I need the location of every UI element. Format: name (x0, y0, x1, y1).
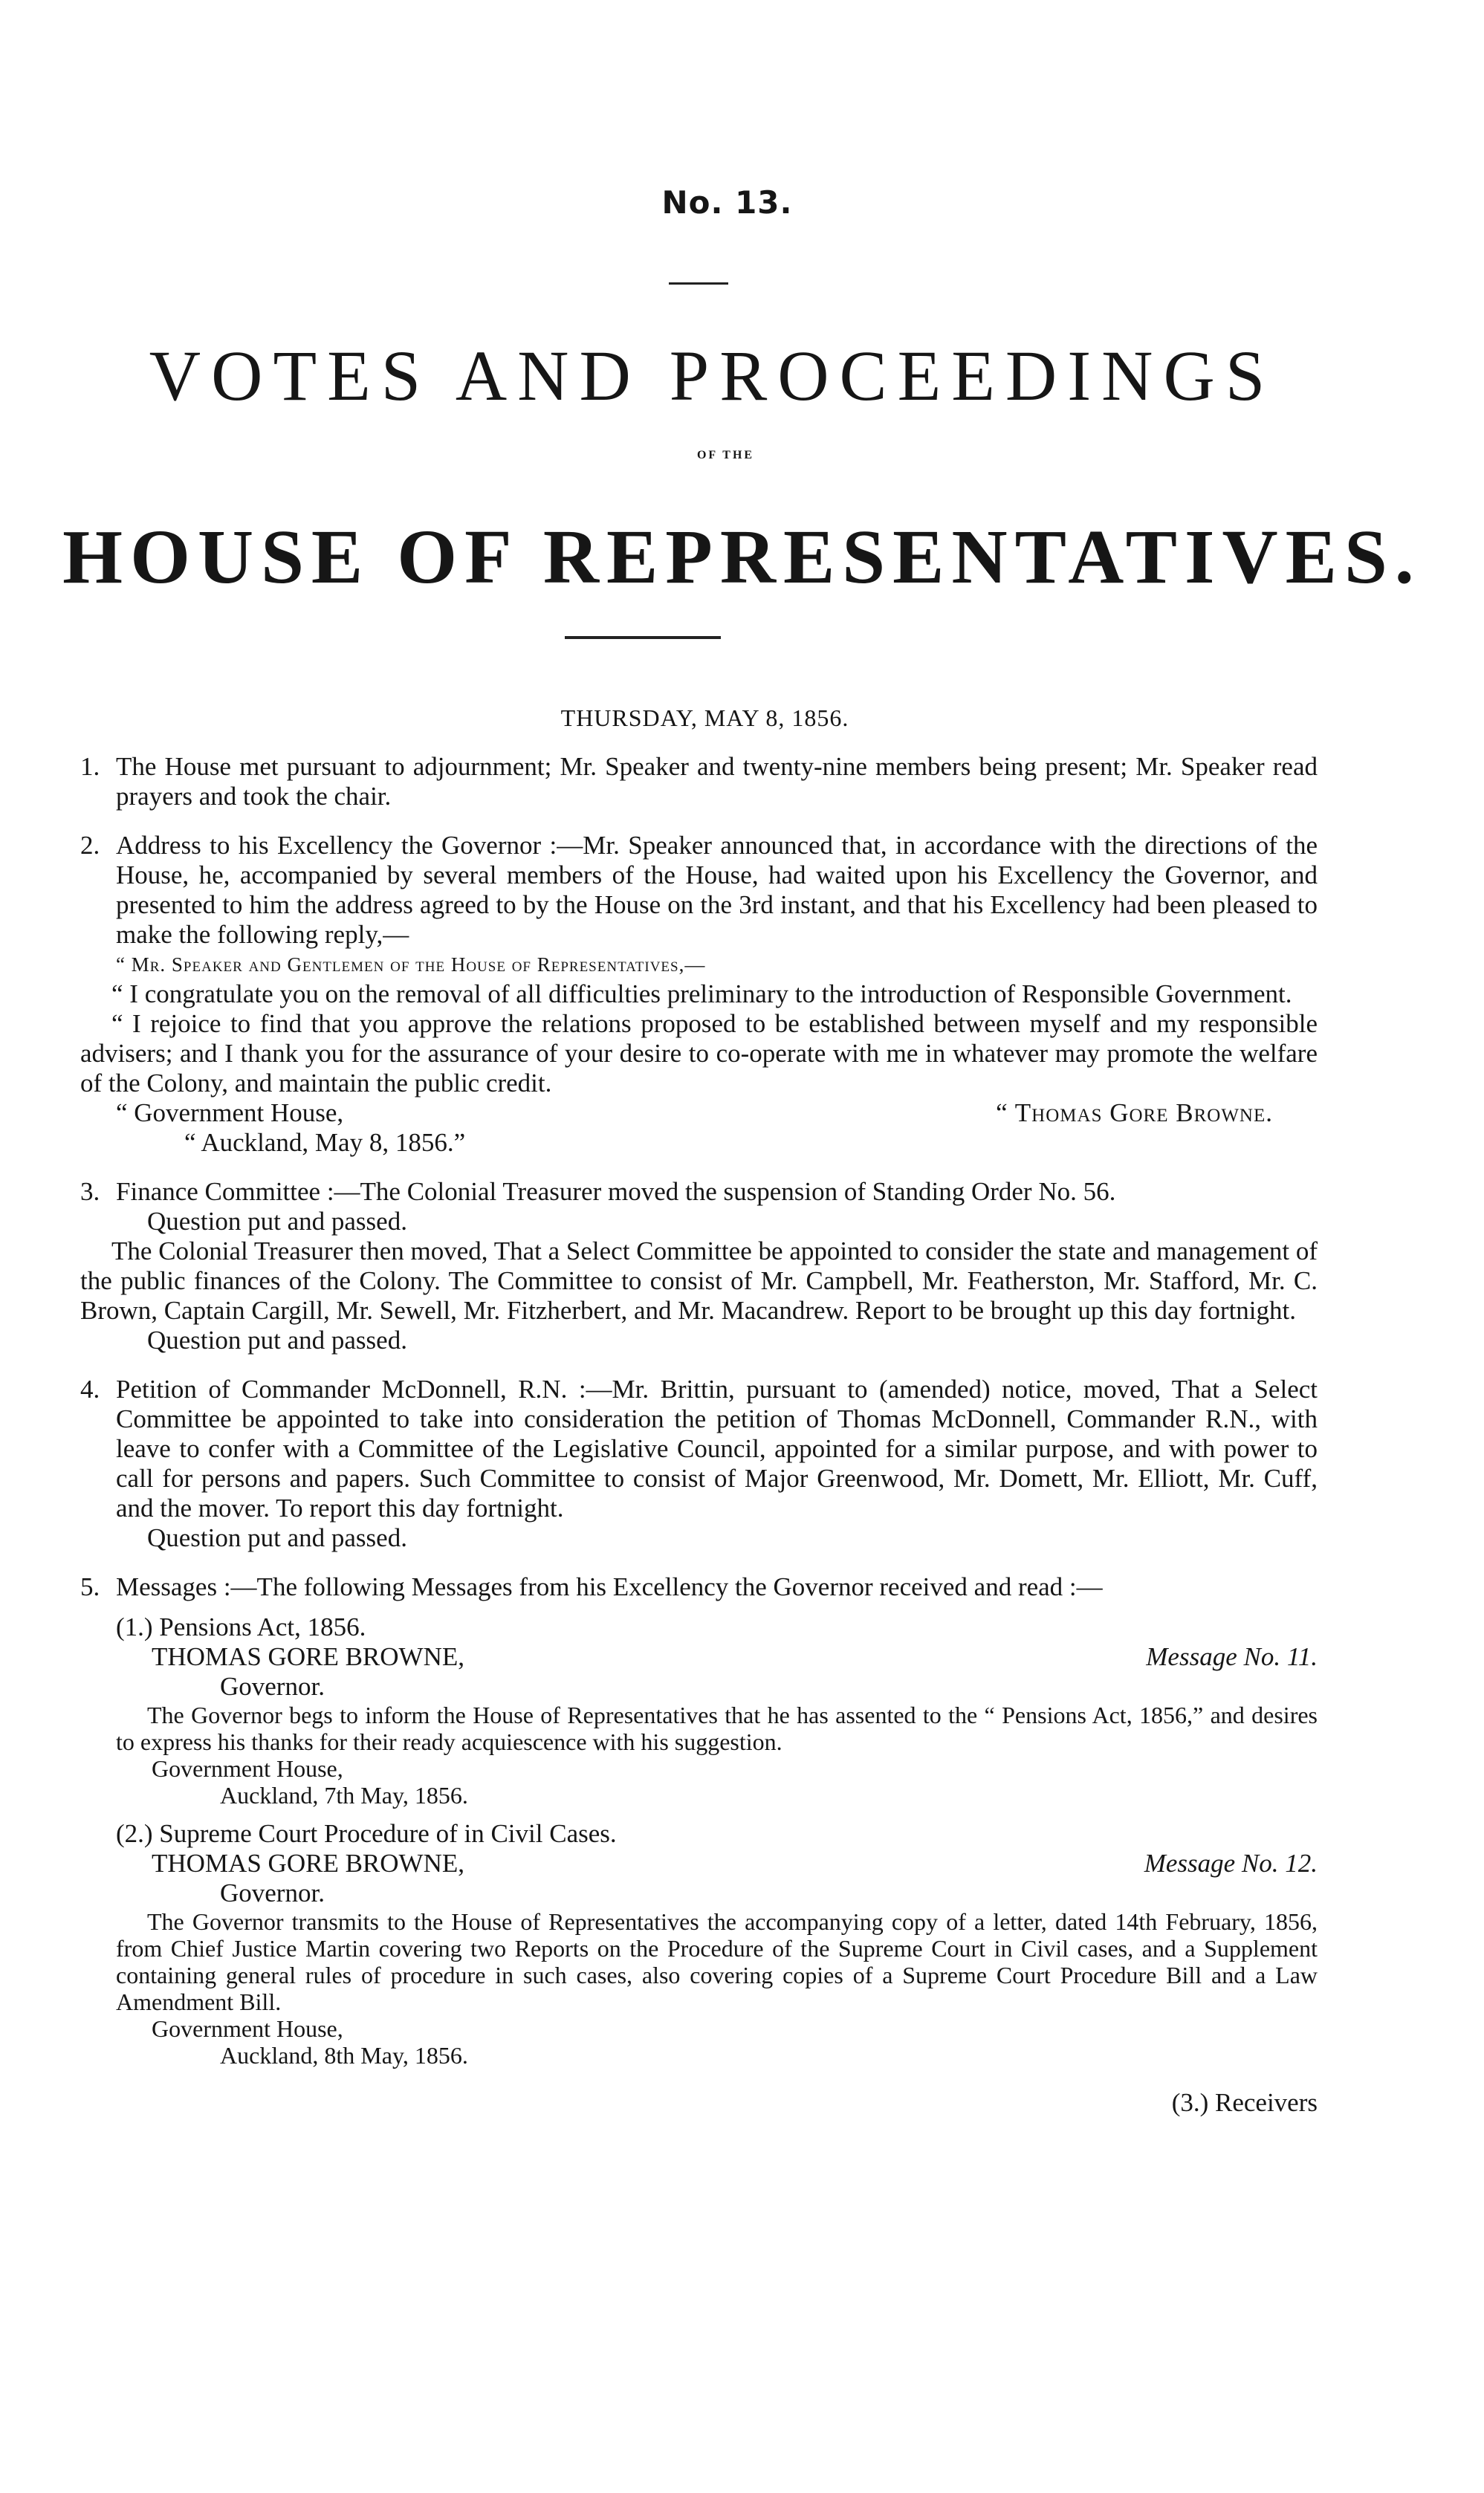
message-number: Message No. 11. (1146, 1642, 1318, 1671)
message-date: Auckland, 7th May, 1856. (220, 1782, 468, 1809)
proceedings-body (80, 752, 1318, 2118)
item-text: Petition of Commander McDonnell, R.N. :—Mr. Brittin, pursuant to (amended) notice, moved, That a Select Committee be appointed to take into consideration the petition of Thomas McDonnell, Commander R.N., with leave to confer with a Committee of the Legislative Council, appointed for a similar purpose, and with power to call for persons and papers. Such Committee to consist of Major Greenwood, Mr. Domett, Mr. Elliott, Mr. Cuff, and the mover. To report this day fortnight. (116, 1375, 1318, 1523)
message-heading: (1.) Pensions Act, 1856. (116, 1612, 366, 1641)
divider-rule (669, 282, 728, 285)
sender-title: Governor. (220, 1878, 325, 1907)
message-block (80, 1819, 1318, 2069)
motion-paragraph: The Colonial Treasurer then moved, That a Select Committee be appointed to consider the state and management of the public finances of the Colony. The Committee to consist of Mr. Campbell, Mr. Featherston, Mr. Stafford, Mr. C. Brown, Captain Cargill, Mr. Sewell, Mr. Fitzherbert, and Mr. Macandrew. Report to be brought up this day fortnight. (80, 1236, 1318, 1325)
message-number: Message No. 12. (1144, 1849, 1318, 1878)
message-place: Government House, (152, 2015, 343, 2042)
item-number: 2. (80, 831, 100, 860)
sitting-date: THURSDAY, MAY 8, 1856. (560, 704, 849, 731)
catchword: (3.) Receivers (1171, 2088, 1318, 2117)
question-result: Question put and passed. (147, 1326, 407, 1355)
reply-paragraph: “ I rejoice to find that you approve the relations proposed to be established between myself and my responsible advisers; and I thank you for the assurance of your desire to co-operate with me in whatever may promote the welfare of the Colony, and maintain the public credit. (80, 1009, 1318, 1098)
item-text: Address to his Excellency the Governor :—Mr. Speaker announced that, in accordance with the directions of the House, he, accompanied by several members of the House, had waited upon his Excellency the Governor, and presented to him the address agreed to by the House on the 3rd instant, and that his Excellency had been pleased to make the following reply,— (116, 831, 1318, 949)
reply-salutation: “ Mr. Speaker and Gentlemen of the House of Representatives,— (116, 953, 706, 976)
message-body: The Governor transmits to the House of Representatives the accompanying copy of a letter, dated 14th February, 1856, from Chief Justice Martin covering two Reports on the Procedure of the Supreme Court in Civil cases, and a Supplement containing general rules of procedure in such cases, also covering copies of a Supreme Court Procedure Bill and a Law Amendment Bill. (116, 1908, 1318, 2015)
document-number: No. 13. (661, 184, 793, 221)
divider-rule (565, 636, 721, 639)
message-date: Auckland, 8th May, 1856. (220, 2042, 468, 2069)
proceeding-item (80, 831, 1318, 1158)
question-result: Question put and passed. (147, 1207, 407, 1236)
message-sender: THOMAS GORE BROWNE, (152, 1642, 464, 1671)
reply-signature: “ Thomas Gore Browne. (996, 1098, 1273, 1127)
item-text: Finance Committee :—The Colonial Treasurer moved the suspension of Standing Order No. 56. (116, 1177, 1116, 1206)
message-sender: THOMAS GORE BROWNE, (152, 1849, 464, 1878)
proceeding-item (80, 1375, 1318, 1553)
item-text: The House met pursuant to adjournment; Mr. Speaker and twenty-nine members being present; Mr. Speaker read prayers and took the chair. (116, 752, 1318, 811)
item-number: 3. (80, 1177, 100, 1206)
message-heading: (2.) Supreme Court Procedure of in Civil Cases. (116, 1819, 617, 1848)
question-result: Question put and passed. (147, 1523, 407, 1552)
proceeding-item (80, 752, 1318, 811)
item-number: 4. (80, 1375, 100, 1404)
reply-date: “ Auckland, May 8, 1856.” (184, 1128, 466, 1157)
message-body: The Governor begs to inform the House of Representatives that he has assented to the “ Pensions Act, 1856,” and desires to express his thanks for their ready acquiescence with his suggestion. (116, 1702, 1318, 1755)
reply-paragraph: “ I congratulate you on the removal of all difficulties preliminary to the introduction of Responsible Government. (111, 979, 1292, 1008)
proceeding-item (80, 1177, 1318, 1355)
message-place: Government House, (152, 1755, 343, 1782)
item-number: 5. (80, 1572, 100, 1601)
proceeding-item (80, 1572, 1318, 2069)
document-title: VOTES AND PROCEEDINGS (149, 336, 1276, 415)
item-number: 1. (80, 752, 100, 781)
message-block (80, 1612, 1318, 1809)
item-text: Messages :—The following Messages from his Excellency the Governor received and read :— (116, 1572, 1103, 1601)
sender-title: Governor. (220, 1672, 325, 1701)
reply-place: “ Government House, (116, 1098, 344, 1127)
title-connector: OF THE (696, 449, 755, 461)
document-subtitle: HOUSE OF REPRESENTATIVES. (62, 514, 1422, 600)
